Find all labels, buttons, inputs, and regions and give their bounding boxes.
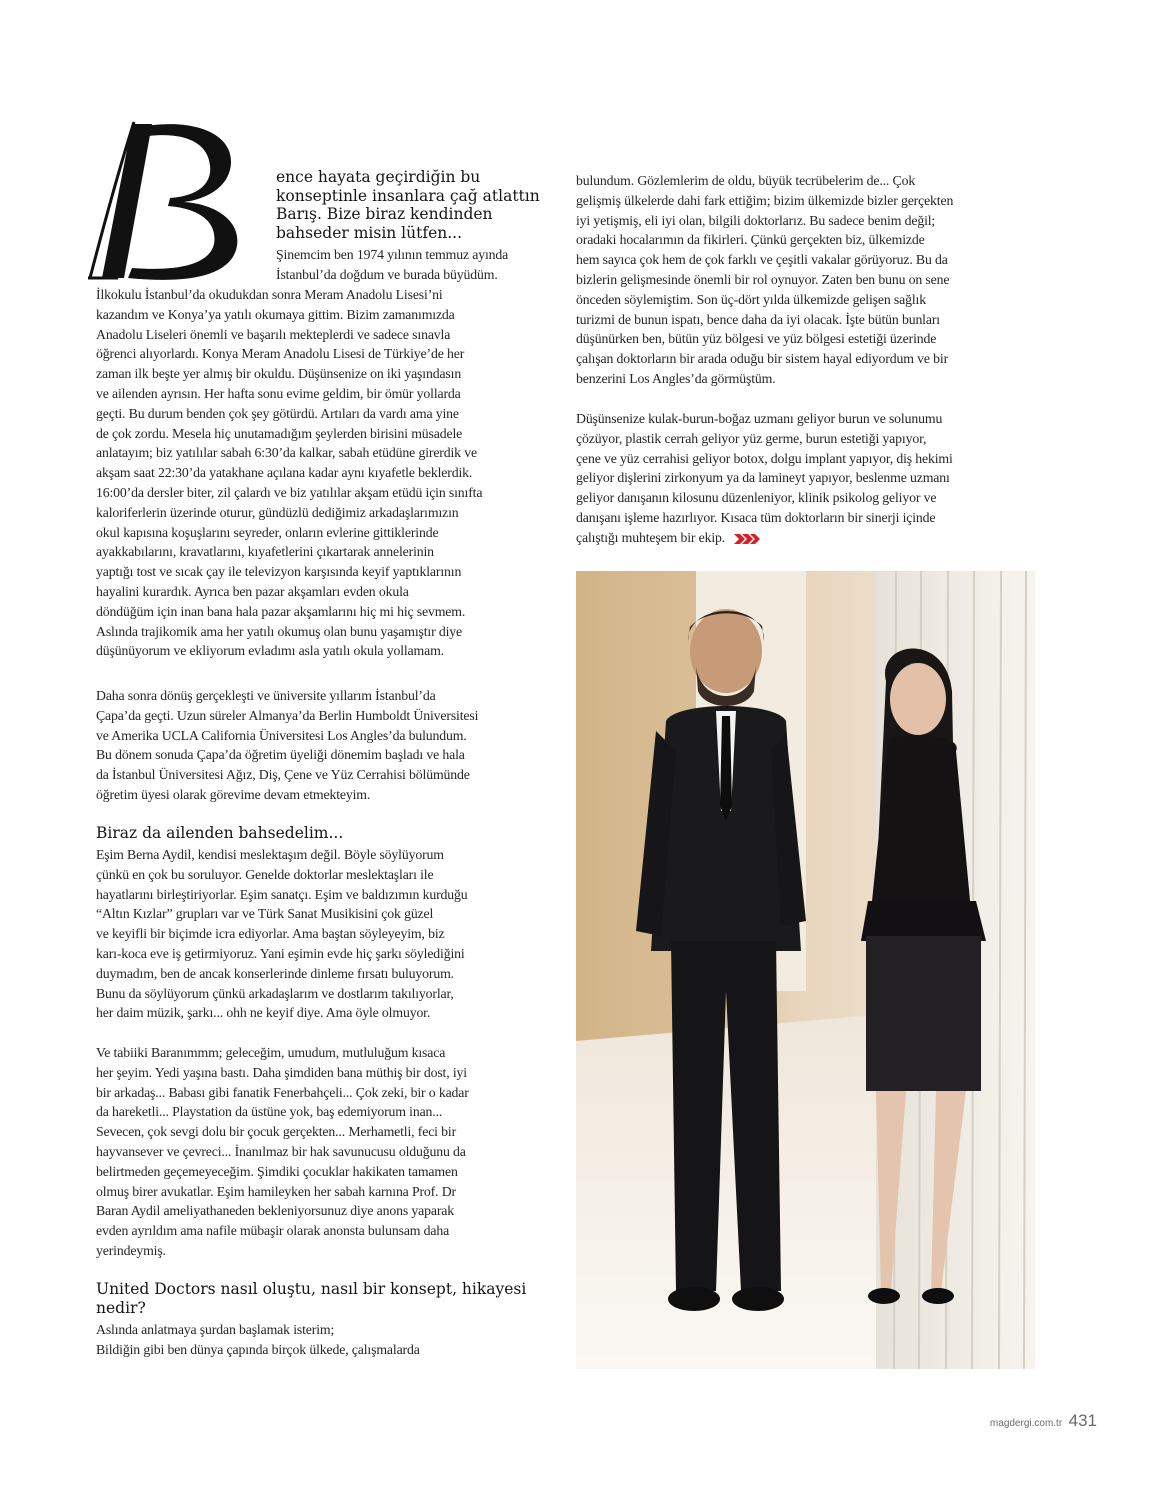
text-line: İlkokulu İstanbul’da okudukdan sonra Meram Anadolu Lisesi’ni — [96, 287, 443, 302]
text-line: geçti. Bu durum benden çok şey götürdü. Artıları da vardı ama yine — [96, 405, 459, 421]
text-line: Anadolu Liseleri önemli ve başarılı mekteplerdi ve sadece sınavla — [96, 326, 451, 342]
text-line: karı-koca eve iş getirmiyoruz. Yani eşimin evde hiç şarkı söylediğini — [96, 945, 465, 961]
text-line: Düşünsenize kulak-burun-boğaz uzmanı geliyor burun ve solunumu — [576, 411, 943, 426]
text-line: danışanı işleme hazırlıyor. Kısaca tüm doktorların bir sinerji içinde — [576, 509, 936, 525]
text-line: kaloriferlerin üzerinde oturur, gündüzlü dediğimiz arkadaşlarımızın — [96, 504, 459, 520]
heading-line: nedir? — [96, 1299, 146, 1317]
text-line: belirtmeden geçemeyeceğim. Şimdiki çocuklar hakikaten tamamen — [96, 1163, 458, 1179]
text-line: Sevecen, çok sevgi dolu bir çocuk gerçekten... Merhametli, feci bir — [96, 1124, 457, 1140]
intro-question-line: konseptinle insanlara çağ atlattın — [276, 186, 540, 205]
heading-line: Biraz da ailenden bahsedelim... — [96, 824, 344, 842]
family-heading — [96, 824, 556, 843]
text-line: Eşim Berna Aydil, kendisi meslektaşım değil. Böyle söylüyorum — [96, 847, 444, 862]
right-paragraph-1 — [576, 171, 1036, 389]
text-line: öğrenci alıyorlardı. Konya Meram Anadolu Lisesi de Türkiye’de her — [96, 346, 465, 362]
text-line: hayvansever ve çevreci... İnanılmaz bir hak savunucusu olduğunu da — [96, 1143, 466, 1159]
text-line-last — [576, 528, 1036, 548]
right-paragraph-2 — [576, 409, 1036, 548]
text-last-words: çalıştığı muhteşem bir ekip. — [576, 529, 726, 545]
text-line: öğretim üyesi olarak görevime devam etmekteyim. — [96, 786, 371, 802]
page-footer — [990, 1411, 1097, 1431]
university-paragraph — [96, 686, 556, 805]
text-line: kazandım ve Konya’ya yatılı okumaya gittim. Bizim zamanımızda — [96, 306, 455, 322]
text-line: çalışan doktorların bir arada oduğu bir sistem hayal ediyordum ve bir — [576, 351, 949, 367]
text-line: da İstanbul Üniversitesi Ağız, Diş, Çene ve Yüz Cerrahisi bölümünde — [96, 767, 470, 783]
couple-photo-illustration — [576, 571, 1035, 1369]
text-line: okul kapısına koşuşlarını seyreder, onların evlerine gittiklerinde — [96, 524, 439, 540]
text-line: hayatlarını birleştiriyorlar. Eşim sanatçı. Eşim ve baldızımın kurduğu — [96, 886, 468, 902]
intro-answer — [96, 285, 556, 661]
text-line: iyi yetişmiş, eli iyi olan, bilgili doktorlarız. Bu sadece benim değil; — [576, 212, 936, 228]
intro-question-line: Barış. Bize biraz kendinden — [276, 205, 493, 223]
text-line: Daha sonra dönüş gerçekleşti ve üniversite yıllarım İstanbul’da — [96, 688, 436, 703]
text-line: anlatayım; biz yatılılar sabah 6:30’da kalkar, sabah etüdüne girerdik ve — [96, 445, 477, 461]
couple-photo — [576, 571, 1035, 1369]
text-line: ve keyifli bir biçimde icra ediyorlar. Ama baştan söyleyeyim, biz — [96, 926, 445, 942]
text-line: “Altın Kızlar” grupları var ve Türk Sanat Musikisini çok güzel — [96, 906, 434, 922]
text-line: İstanbul’da doğdum ve burada büyüdüm. — [276, 266, 498, 282]
text-line: gelişmiş ülkelerde dahi fark ettiğim; bizim ülkemizde bizler gerçekten — [576, 192, 954, 208]
text-line: turizmi de bunun ispatı, bence daha da iyi olacak. İşte bütün bunları — [576, 311, 940, 327]
text-line: benzerini Los Angles’da görmüştüm. — [576, 370, 776, 386]
dropcap-letter — [88, 112, 248, 282]
intro-answer-narrow — [276, 245, 556, 285]
text-line: akşam saat 22:30’da yatakhane açılana kadar aynı kıyafetle beklerdik. — [96, 465, 473, 481]
intro-question-line: ence hayata geçirdiğin bu — [276, 168, 481, 186]
heading-line: United Doctors nasıl oluştu, nasıl bir konsept, hikayesi — [96, 1280, 527, 1298]
text-line: çene ve yüz cerrahisi geliyor botox, dolgu implant yapıyor, diş hekimi — [576, 450, 953, 466]
son-paragraph — [96, 1043, 556, 1261]
text-line: geliyor danışanın kilosunu düzenleniyor, klinik psikolog geliyor ve — [576, 490, 937, 506]
text-line: da hareketli... Playstation da üstüne yok, baş edemiyorum inan... — [96, 1104, 443, 1120]
text-line: bulundum. Gözlemlerim de oldu, büyük tecrübelerim de... Çok — [576, 173, 916, 188]
text-line: Bildiğin gibi ben dünya çapında birçok ülkede, çalışmalarda — [96, 1341, 420, 1357]
text-line: olmuş birer avukatlar. Eşim hamileyken her sabah karnına Prof. Dr — [96, 1183, 456, 1199]
text-line: Aslında anlatmaya şurdan başlamak isterim; — [96, 1322, 335, 1337]
text-line: her daim müzik, şarkı... ohh ne keyif diye. Ama öyle olmuyor. — [96, 1005, 431, 1021]
text-line: duymadım, ben de ancak konserlerinde dinleme fırsatı buluyorum. — [96, 965, 454, 981]
text-line: düşünüyorum ve ekliyorum evladımı asla yatılı okula yollamam. — [96, 643, 444, 659]
text-line: düşünürken ben, bütün yüz bölgesi ve yüz bölgesi estetiği üzerinde — [576, 331, 937, 347]
text-line: hem sayıca çok hem de çok farklı ve çeşitli vakalar görüyoruz. Bu da — [576, 252, 948, 268]
text-line: çözüyor, plastik cerrah geliyor yüz germe, burun estetiği yapıyor, — [576, 430, 927, 446]
text-line: bir arkadaş... Babası gibi fanatik Fenerbahçeli... Çok zeki, bir o kadar — [96, 1084, 469, 1100]
intro-question-line: bahseder misin lütfen... — [276, 223, 463, 242]
text-line: ve Amerika UCLA California Üniversitesi Los Angles’da bulundum. — [96, 727, 467, 743]
text-line: zaman ilk beşte yer almış bir okuldu. Düşünsenize on iki yaşındasın — [96, 366, 462, 382]
text-line: bizlerin gelişmesinde önemli bir rol oynuyor. Zaten ben bunu on sene — [576, 271, 950, 287]
text-line: hayalini kurardık. Ayrıca ben pazar akşamları evden okula — [96, 583, 409, 599]
concept-heading — [96, 1280, 556, 1318]
text-line: önceden söylemiştim. Son üç-dört yılda ülkemizde gelişen sağlık — [576, 291, 926, 307]
double-chevron-right-icon — [734, 534, 760, 544]
text-line: çünkü en çok bu soruluyor. Genelde doktorlar meslektaşları ile — [96, 866, 434, 882]
text-line: Baran Aydil ameliyathaneden bekleniyorsunuz diye anons yaparak — [96, 1203, 454, 1219]
family-paragraph — [96, 845, 556, 1023]
intro-question — [276, 168, 548, 242]
page-number: 431 — [1068, 1411, 1097, 1430]
concept-paragraph — [96, 1320, 556, 1360]
footer-site: magdergi.com.tr — [989, 1418, 1063, 1429]
text-line: yaptığı tost ve sıcak çay ile televizyon karşısında keyif yaptıklarının — [96, 564, 462, 580]
dropcap-b-glyph — [88, 112, 248, 282]
text-line: Aslında trajikomik ama her yatılı okumuş olan bunu yaşamıştır diye — [96, 623, 462, 639]
text-line: Bu dönem sonuda Çapa’da öğretim üyeliği dönemim başladı ve hala — [96, 747, 465, 763]
text-line: evden ayrıldım ama nafile mübaşir olarak anonsta bulunsam daha — [96, 1223, 450, 1239]
text-line: ayakkabılarını, kravatlarını, kıyafetlerini çıkartarak annelerinin — [96, 544, 434, 560]
text-line: Şinemcim ben 1974 yılının temmuz ayında — [276, 247, 509, 262]
text-line: 16:00’da dersler biter, zil çalardı ve biz yatılılar akşam etüdü için sınıfta — [96, 484, 483, 500]
text-line: Bunu da söylüyorum çünkü arkadaşlarım ve dostlarım takılıyorlar, — [96, 985, 454, 1001]
text-line: Ve tabiiki Baranımmm; geleceğim, umudum, mutluluğum kısaca — [96, 1045, 446, 1060]
text-line: yerindeymiş. — [96, 1242, 166, 1258]
text-line: oradaki hocalarımın da fikirleri. Çünkü gerçekten biz, ülkemizde — [576, 232, 925, 248]
text-line: her şeyim. Yedi yaşına bastı. Daha şimdiden bana müthiş bir dost, iyi — [96, 1064, 467, 1080]
text-line: Çapa’da geçti. Uzun süreler Almanya’da Berlin Humboldt Üniversitesi — [96, 707, 479, 723]
text-line: geliyor dişlerini zirkonyum ya da lamineyt yapıyor, beslenme uzmanı — [576, 470, 950, 486]
text-line: döndüğüm için inan bana hala pazar akşamlarını hiç mi hiç sevmem. — [96, 603, 466, 619]
text-line: de çok zordu. Mesela hiç unutamadığım şeylerden birisini müsadele — [96, 425, 463, 441]
text-line: ve ailenden ayrısın. Her hafta sonu evime geldim, bir ömür yollarda — [96, 385, 461, 401]
